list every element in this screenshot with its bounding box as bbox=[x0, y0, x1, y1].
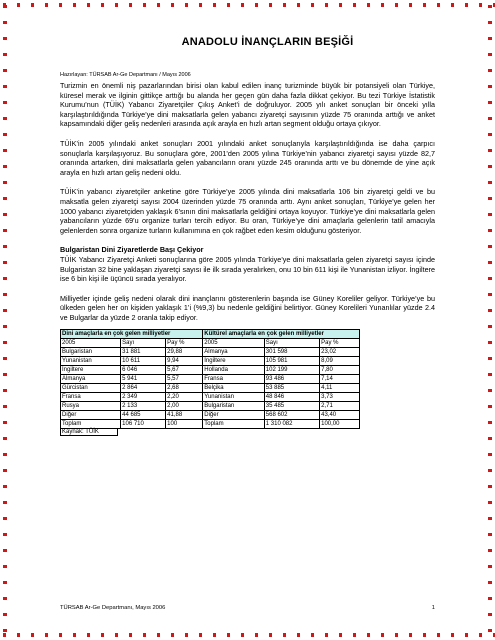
table-cell: 2,00 bbox=[166, 402, 203, 411]
document-page bbox=[60, 36, 435, 436]
paragraph-comparison: TÜİK’in 2005 yılındaki anket sonuçları 2001 yılındaki anket sonuçlarıyla karşılaştırıldığında ise daha çarpıcı sonuçlarla karşılaşıyoruz. Bu sonuçlara göre, 2001’den 2005 yılına Türkiye’nin yabancı ziyaretçi sayısı yüzde 82,7 oranında artarken, dini maksatlarla gelen yabancıların oranı yüzde 245 oranında arttı ve bu dönemde de yine açık arayla en hızlı artan geliş nedeni oldu. bbox=[60, 138, 435, 177]
table-cell: 5,67 bbox=[166, 366, 203, 375]
table-cell: 2,20 bbox=[166, 393, 203, 402]
decorative-border-left bbox=[0, 0, 10, 640]
table-cell: Belçika bbox=[203, 384, 265, 393]
table-cell: 301 598 bbox=[264, 348, 319, 357]
paragraph-bulgaria: TÜİK Yabancı Ziyaretçi Anketi sonuçlarına göre 2005 yılında Türkiye’ye dini maksatlarla gelen ziyaretçi sayısı içinde Bulgaristan 32 bine yaklaşan ziyaretçi sayısı ile ilk sırada yeralırken, onu 10 bin 611 kişi ile Yunanistan izliyor. İngiltere ise 6 bin kişi ile üçüncü sırada yeralıyor. bbox=[60, 254, 435, 284]
section-heading: Bulgaristan Dini Ziyaretlerde Başı Çekiyor bbox=[60, 245, 204, 255]
table-cell: 2,68 bbox=[166, 384, 203, 393]
table-cell: 100 bbox=[166, 420, 203, 429]
paragraph-korea: Milliyetler içinde geliş nedeni olarak dini inançlarını gösterenlerin başında ise Güney Koreliler geliyor. Türkiye’ye bu ülkeden gelen her on kişiden yaklaşık 1’i (%9,3) bu nedenle geldiğini belirtiyor. Güney Korelileri Yunanlılar yüzde 2.4 ve Bulgarlar da yüzde 2 oranla takip ediyor. bbox=[60, 293, 435, 322]
table-cell: Hollanda bbox=[203, 366, 265, 375]
column-header: Pay % bbox=[166, 339, 203, 348]
table-cell: 6 046 bbox=[121, 366, 166, 375]
decorative-border-top bbox=[0, 0, 495, 10]
table-cell: Toplam bbox=[61, 420, 121, 429]
table-cell: Bulgaristan bbox=[203, 402, 265, 411]
table-row bbox=[61, 402, 360, 411]
table-cell: 5,57 bbox=[166, 375, 203, 384]
table-cell: 2 349 bbox=[121, 393, 166, 402]
table-cell: 2 864 bbox=[121, 384, 166, 393]
table-cell: 102 199 bbox=[264, 366, 319, 375]
table-cell: Fransa bbox=[203, 375, 265, 384]
table-cell: 7,14 bbox=[320, 375, 360, 384]
table-cell: 93 486 bbox=[264, 375, 319, 384]
column-header: Sayı bbox=[121, 339, 166, 348]
table-row bbox=[61, 411, 360, 420]
page-number: 1 bbox=[431, 605, 435, 611]
table-cell: Toplam bbox=[203, 420, 265, 429]
column-header: Pay % bbox=[320, 339, 360, 348]
table-cell: 10 611 bbox=[121, 357, 166, 366]
table-cell: 29,88 bbox=[166, 348, 203, 357]
table-row bbox=[61, 375, 360, 384]
page-title: ANADOLU İNANÇLARIN BEŞİĞİ bbox=[181, 36, 354, 48]
table-cell: 3,73 bbox=[320, 393, 360, 402]
table-cell: İngiltere bbox=[203, 357, 265, 366]
table-cell: Diğer bbox=[61, 411, 121, 420]
table-cell: 2 133 bbox=[121, 402, 166, 411]
footer-text: TÜRSAB Ar-Ge Departmanı, Mayıs 2006 bbox=[60, 605, 166, 611]
table-column-header-row bbox=[61, 339, 360, 348]
table-cell: 106 710 bbox=[121, 420, 166, 429]
column-header: Sayı bbox=[264, 339, 319, 348]
table-cell: İngiltere bbox=[61, 366, 121, 375]
visitor-statistics-table bbox=[60, 329, 360, 429]
table-header-religious: Dini amaçlarla en çok gelen milliyetler bbox=[61, 330, 203, 339]
page-footer bbox=[60, 605, 435, 611]
decorative-border-bottom bbox=[0, 630, 495, 640]
decorative-border-right bbox=[485, 0, 495, 640]
table-row bbox=[61, 357, 360, 366]
table-cell: 7,80 bbox=[320, 366, 360, 375]
table-row bbox=[61, 348, 360, 357]
table-cell: Almanya bbox=[61, 375, 121, 384]
table-cell: 44 685 bbox=[121, 411, 166, 420]
table-cell: 48 846 bbox=[264, 393, 319, 402]
table-cell: 53 885 bbox=[264, 384, 319, 393]
table-row bbox=[61, 393, 360, 402]
table-header-cultural: Kültürel amaçlarla en çok gelen milliyetler bbox=[203, 330, 360, 339]
table-cell: 4,11 bbox=[320, 384, 360, 393]
table-source: Kaynak: TÜİK bbox=[60, 429, 118, 436]
table-cell: 9,94 bbox=[166, 357, 203, 366]
table-cell: 5 941 bbox=[121, 375, 166, 384]
table-cell: 100,00 bbox=[320, 420, 360, 429]
table-cell: Yunanistan bbox=[61, 357, 121, 366]
table-cell: 23,02 bbox=[320, 348, 360, 357]
table-cell: 568 602 bbox=[264, 411, 319, 420]
table-cell: Fransa bbox=[61, 393, 121, 402]
column-header: 2005 bbox=[203, 339, 265, 348]
table-row-total bbox=[61, 420, 360, 429]
table-cell: Diğer bbox=[203, 411, 265, 420]
table-cell: 2,71 bbox=[320, 402, 360, 411]
table-cell: 35 485 bbox=[264, 402, 319, 411]
table-cell: Gürcistan bbox=[61, 384, 121, 393]
paragraph-survey: TÜİK’in yabancı ziyaretçiler anketine göre Türkiye’ye 2005 yılında dini maksatlarla 106 bin ziyaretçi geldi ve bu maksatla gelen ziyaretçi sayısı 2004 üzerinden yüzde 75 oranında arttı. Aynı anket sonuçları, Türkiye’ye gelen her 1000 yabancı ziyaretçiden yaklaşık 6’sının dini maksatlarla geldiğini ortaya koyuyor. Türkiye’ye dini maksatlarla gelen yabancıların yüzde 69’u organize turları tercih ediyor. Bu oran, Türkiye’ye dini amaçlarla gelenlerin tatil amacıyla gelenlerden sonra organize turların kullanımına en çok rağbet eden kesim olduğunu gösteriyor. bbox=[60, 187, 435, 235]
table-cell: 31 881 bbox=[121, 348, 166, 357]
table-cell: 43,40 bbox=[320, 411, 360, 420]
table-row bbox=[61, 366, 360, 375]
table-cell: Bulgaristan bbox=[61, 348, 121, 357]
table-cell: Almanya bbox=[203, 348, 265, 357]
table-cell: 1 310 082 bbox=[264, 420, 319, 429]
table-row bbox=[61, 384, 360, 393]
paragraph-intro: Turizmin en önemli niş pazarlarından birisi olan kabul edilen inanç turizminde büyük bir potansiyeli olan Türkiye, küresel merak ve ilginin gittikçe arttığı bu alanda her geçen gün daha fazla dikkat çekiyor. Bu tezi Türkiye İstatistik Kurumu’nun (TÜİK) Yabancı Ziyaretçiler Çıkış Anket’i de doğruluyor. 2005 yılı anket sonuçları bir önceki yılla karşılaştırıldığında Türkiye’ye dini maksatlarla gelen yabancı ziyaretçi sayısının yüzde 75 oranında arttığı ve anket kapsamındaki diğer geliş nedenleri arasında açık arayla en hızlı artan segment olduğu ortaya çıkıyor. bbox=[60, 81, 435, 129]
table-cell: Yunanistan bbox=[203, 393, 265, 402]
table-cell: 41,88 bbox=[166, 411, 203, 420]
table-cell: 105 981 bbox=[264, 357, 319, 366]
table-cell: Rusya bbox=[61, 402, 121, 411]
prepared-by-line: Hazırlayan: TÜRSAB Ar-Ge Departmanı / Mayıs 2006 bbox=[60, 72, 191, 78]
table-cell: 8,09 bbox=[320, 357, 360, 366]
column-header: 2005 bbox=[61, 339, 121, 348]
